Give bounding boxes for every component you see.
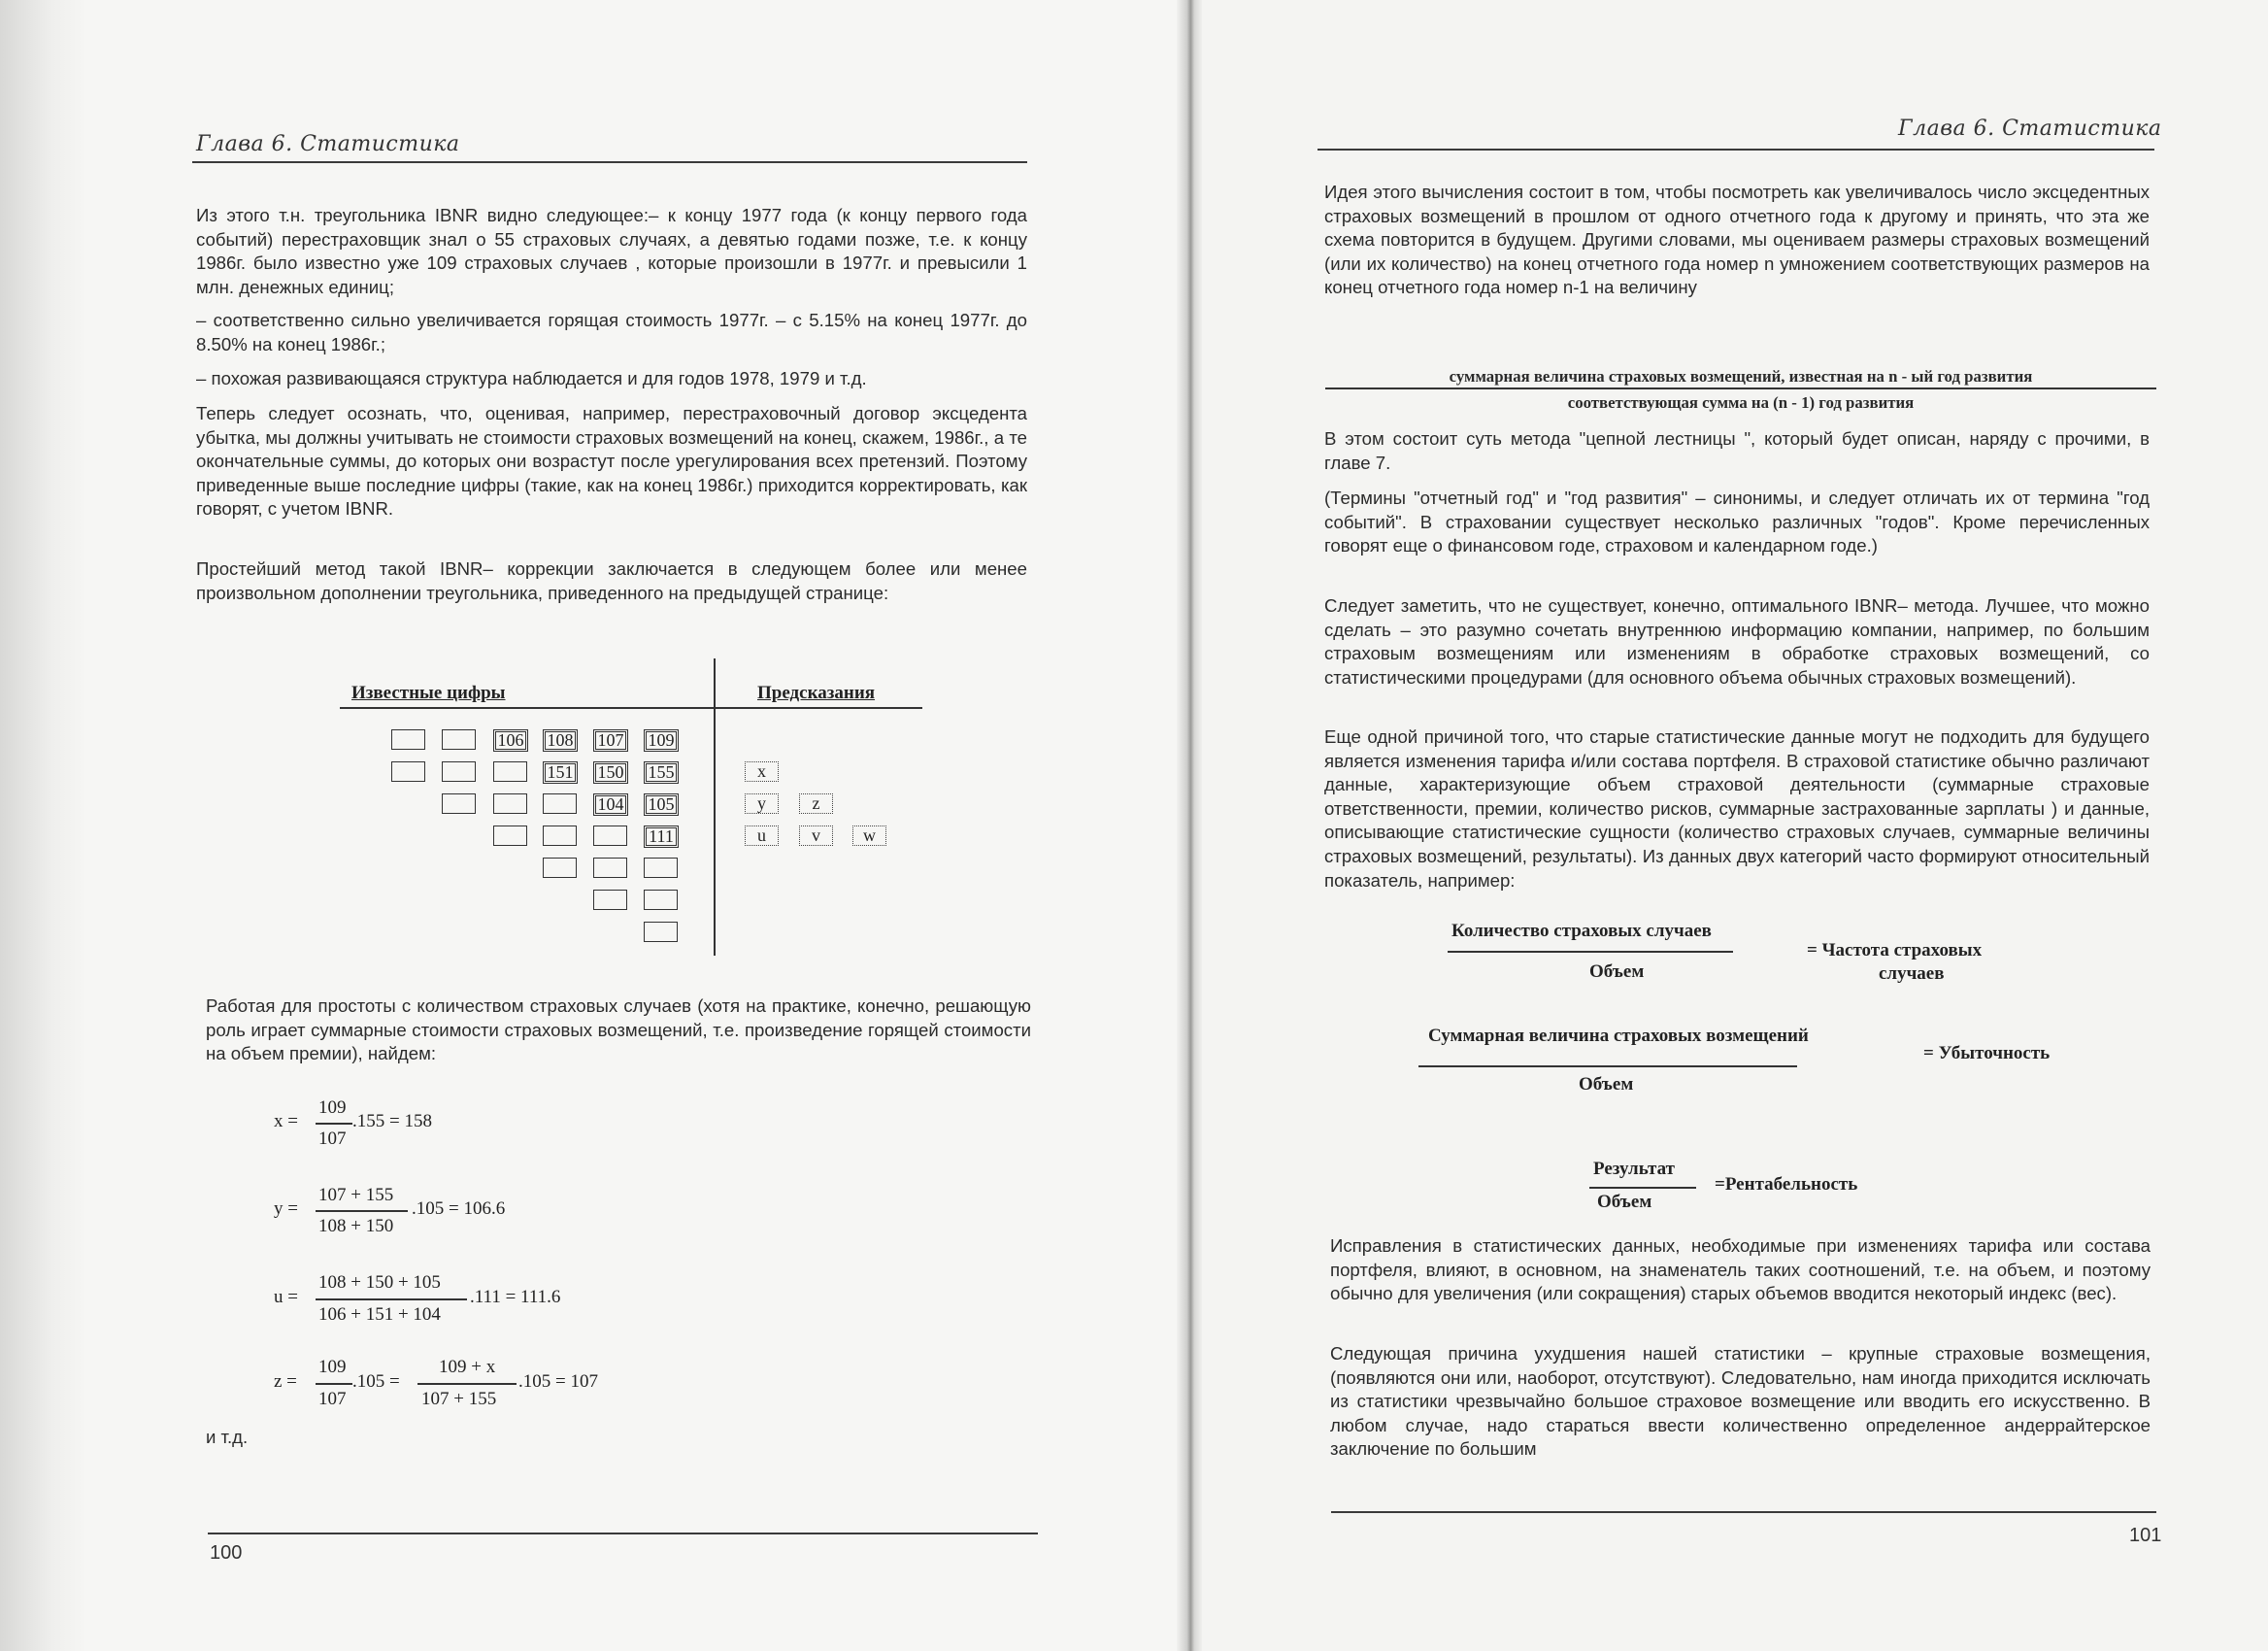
bullet-item: – соответственно сильно увеличивается горящая стоимость 1977г. – с 5.15% на конец 1977г. до 8.50% на конец 1986г.; <box>196 310 1027 354</box>
fraction-bar <box>417 1383 517 1385</box>
paragraph: Следующая причина ухудшения нашей статистики – крупные страховые возмещения, (появляются они или, наоборот, отсутствуют). Следовательно, нам иногда приходится исключать из статистики чрезвычайно большое страховое возмещение или вводить его искусственно. В любом случае, надо стараться ввести количественно определенное андеррайтерское заключение по большим <box>1330 1343 2151 1460</box>
paragraph: Еще одной причиной того, что старые статистические данные могут не подходить для будущего является изменения тарифа и/или состава портфеля. В страховой статистике обычно различают данные, характеризующие объем страховой деятельности (суммарные страховые ответственности, премии, количество рисков, суммарные застрахованные зарплаты ) и данные, описывающие статистические сущности (количество страховых случаев, суммарные величины страховых возмещений, результаты). Из данных двух категорий часто формируют относительный показатель, например: <box>1324 726 2150 891</box>
empty-cell <box>391 729 425 750</box>
fraction-bar <box>316 1123 352 1125</box>
predictions-header: Предсказания <box>757 683 876 703</box>
value-cell: 105 <box>644 793 679 816</box>
formula-denominator: 107 <box>318 1389 347 1409</box>
fraction-bar <box>316 1383 352 1385</box>
formula-numerator: 109 + x <box>439 1357 496 1377</box>
empty-cell <box>543 793 577 814</box>
formula-rhs: .111 = 111.6 <box>470 1287 561 1307</box>
prediction-cell: w <box>852 826 886 846</box>
formula-denominator: 108 + 150 <box>318 1216 394 1236</box>
formula-rhs: .105 = 106.6 <box>412 1198 506 1219</box>
empty-cell <box>644 890 678 910</box>
value-cell: 106 <box>493 729 528 752</box>
empty-cell <box>493 826 527 846</box>
empty-cell <box>543 826 577 846</box>
ratio-numerator: суммарная величина страховых возмещений, известная на n - ый год развития <box>1449 367 2033 386</box>
value-cell: 111 <box>644 826 679 848</box>
bullet-item: – похожая развивающаяся структура наблюдается и для годов 1978, 1979 и т.д. <box>196 368 867 388</box>
value-cell: 104 <box>593 793 628 816</box>
fraction-denominator: Объем <box>1579 1074 1634 1095</box>
paragraph: (Термины "отчетный год" и "год развития" – синонимы, и следует отличать их от термина "год событий". В страховании существует несколько различных "годов". Кроме перечисленных говорят еще о финансовом годе, страховом и календарном годе.) <box>1324 488 2150 556</box>
value-cell: 108 <box>543 729 578 752</box>
page-number: 100 <box>210 1542 243 1564</box>
formula-numerator: 109 <box>318 1357 347 1377</box>
page-edge-shadow <box>0 0 87 1651</box>
footer-rule <box>208 1533 1038 1534</box>
formula-rhs: .155 = 158 <box>352 1111 432 1131</box>
paragraph: Работая для простоты с количеством страховых случаев (хотя на практике, конечно, решающую роль играет суммарные стоимости страховых возмещений, т.е. произведение горящей стоимости на объем премии), найдем: <box>206 995 1031 1064</box>
empty-cell <box>442 793 476 814</box>
etc-text: и т.д. <box>206 1427 249 1447</box>
empty-cell <box>644 922 678 942</box>
empty-cell <box>644 858 678 878</box>
fraction-numerator: Суммарная величина страховых возмещений <box>1428 1026 1809 1046</box>
formula-rhs: случаев <box>1879 963 1945 984</box>
value-cell: 107 <box>593 729 628 752</box>
prediction-cell: y <box>745 793 779 814</box>
fraction-denominator: Объем <box>1597 1192 1652 1212</box>
formula-lhs: z = <box>274 1371 297 1392</box>
known-figures-header: Известные цифры <box>351 683 506 703</box>
empty-cell <box>593 890 627 910</box>
formula-lhs: x = <box>274 1111 298 1131</box>
prediction-cell: v <box>799 826 833 846</box>
book-gutter <box>1177 0 1202 1651</box>
paragraph: Следует заметить, что не существует, конечно, оптимального IBNR– метода. Лучшее, что можно сделать – это разумно сочетать внутреннюю информацию компании, например, по большим страховым возмещениям или изменениям в обработке страховых возмещений, со статистическими процедурами (для основного объема обычных страховых возмещений). <box>1324 595 2150 688</box>
formula-numerator: 109 <box>318 1097 347 1118</box>
header-rule <box>1317 149 2154 151</box>
paragraph: Идея этого вычисления состоит в том, чтобы посмотреть как увеличивалось число эксцедентных страховых возмещений в прошлом от одного отчетного года к другому и принять, что эта же схема повторится в будущем. Другими словами, мы оцениваем размеры страховых возмещений (или их количество) на конец отчетного года номер n умножением соответствующих размеров на конец отчетного года номер n-1 на величину <box>1324 182 2150 298</box>
paragraph: Из этого т.н. треугольника IBNR видно следующее:– к концу 1977 года (к концу первого года событий) перестраховщик знал о 55 страховых случаях, а девятью годами позже, т.е. к концу 1986г. было известно уже 109 страховых случаев , которые произошли в 1977г. и превысили 1 млн. денежных единиц; <box>196 205 1027 297</box>
right-page <box>1189 0 2268 1651</box>
formula-lhs: u = <box>274 1287 298 1307</box>
formula-rhs: = Частота страховых <box>1807 940 1983 960</box>
empty-cell <box>593 826 627 846</box>
prediction-cell: x <box>745 761 779 782</box>
header-rule <box>192 161 1027 163</box>
empty-cell <box>442 761 476 782</box>
fraction-bar <box>1325 387 2156 389</box>
empty-cell <box>543 858 577 878</box>
paragraph: Теперь следует осознать, что, оценивая, например, перестраховочный договор эксцедента убытка, мы должны учитывать не стоимости страховых возмещений на конец, скажем, 1986г., а те окончательные суммы, до которых они возрастут после урегулирования всех претензий. Поэтому приведенные выше последние цифры (такие, как на конец 1986г.) приходится корректировать, как говорят, с учетом IBNR. <box>196 403 1027 520</box>
fraction-bar <box>1418 1065 1797 1067</box>
fraction-bar <box>1448 951 1733 953</box>
paragraph: Простейший метод такой IBNR– коррекции заключается в следующем более или менее произвольном дополнении треугольника, приведенного на предыдущей странице: <box>196 558 1027 603</box>
ratio-denominator: соответствующая сумма на (n - 1) год развития <box>1567 393 1915 412</box>
running-head: Глава 6. Статистика <box>196 132 460 156</box>
footer-rule <box>1331 1511 2156 1513</box>
empty-cell <box>493 793 527 814</box>
fraction-bar <box>316 1298 467 1300</box>
formula-denominator: 107 <box>318 1129 347 1149</box>
formula-rhs: .105 = 107 <box>518 1371 598 1392</box>
diagram-divider <box>714 658 716 956</box>
fraction-bar <box>1589 1187 1696 1189</box>
value-cell: 155 <box>644 761 679 784</box>
paragraph: В этом состоит суть метода "цепной лестницы ", который будет описан, наряду с прочими, в главе 7. <box>1324 428 2150 473</box>
empty-cell <box>442 729 476 750</box>
empty-cell <box>493 761 527 782</box>
formula-rhs: =Рентабельность <box>1715 1174 1858 1195</box>
value-cell: 150 <box>593 761 628 784</box>
formula-middle: .105 = <box>352 1371 400 1392</box>
page-number: 101 <box>2129 1525 2162 1546</box>
running-head: Глава 6. Статистика <box>1898 117 2162 141</box>
formula-denominator: 106 + 151 + 104 <box>318 1304 441 1325</box>
value-cell: 151 <box>543 761 578 784</box>
fraction-denominator: Объем <box>1589 961 1645 982</box>
formula-numerator: 108 + 150 + 105 <box>318 1272 441 1293</box>
fraction-numerator: Результат <box>1593 1159 1675 1179</box>
fraction-bar <box>316 1210 408 1212</box>
fraction-numerator: Количество страховых случаев <box>1451 921 1712 941</box>
formula-numerator: 107 + 155 <box>318 1185 394 1205</box>
formula-denominator: 107 + 155 <box>421 1389 497 1409</box>
value-cell: 109 <box>644 729 679 752</box>
diagram-header-rule <box>340 707 922 709</box>
paragraph: Исправления в статистических данных, необходимые при изменениях тарифа или состава портфеля, влияют, в основном, на знаменатель таких соотношений, т.е. на объем, и поэтому обычно для увеличения (или сокращения) старых объемов вводится некоторый индекс (вес). <box>1330 1235 2151 1304</box>
empty-cell <box>391 761 425 782</box>
prediction-cell: z <box>799 793 833 814</box>
prediction-cell: u <box>745 826 779 846</box>
empty-cell <box>593 858 627 878</box>
formula-lhs: y = <box>274 1198 298 1219</box>
formula-rhs: = Убыточность <box>1923 1043 2051 1063</box>
